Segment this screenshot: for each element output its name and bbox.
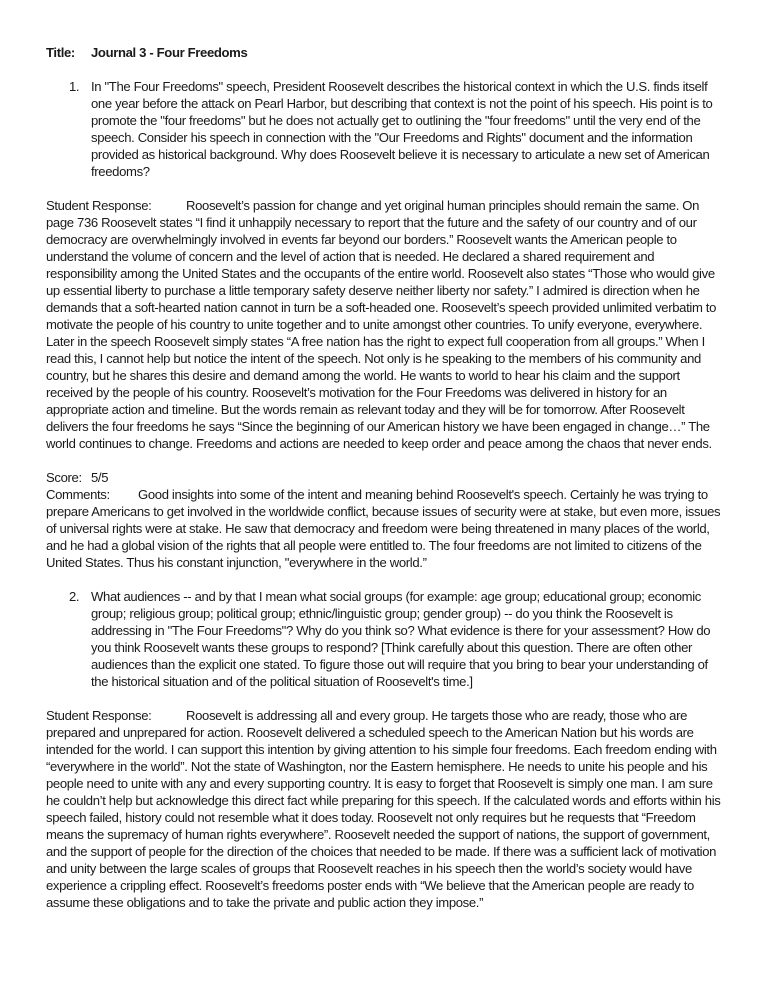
score-label: Score: bbox=[46, 470, 82, 485]
comments-text: Good insights into some of the intent and meaning behind Roosevelt's speech. Certainly he was trying to prepare Americans to get involved in the worldwide conflict, because issues of security were at stake, but even more, issues of universal rights were at stake. He saw that democracy and freedom were being threatened in many places of the world, and he had a global vision of the rights that all people were entitled to. The four freedoms are not limited to citizens of the United States. Thus his constant injunction, "everywhere in the world.” bbox=[46, 487, 721, 570]
comments-label: Comments: bbox=[46, 487, 110, 502]
response-label: Student Response: bbox=[46, 198, 152, 213]
question-text: What audiences -- and by that I mean what social groups (for example: age group; educational group; economic group; religious group; political group; ethnic/linguistic group; gender group) -- do you think the Roosevelt is addressing in "The Four Freedoms"? Why do you think so? What evidence is there for your assessment? How do you think Roosevelt wants these groups to respond? [Think carefully about this question. There are often other audiences than the explicit one stated. To figure those out will require that you bring to bear your understanding of the historical situation and of the political situation of Roosevelt's time.] bbox=[91, 589, 711, 689]
response-text: Roosevelt’s passion for change and yet original human principles should remain the same. On page 736 Roosevelt states “I find it unhappily necessary to report that the future and the safety of our country and of our democracy are overwhelmingly involved in events far beyond our borders.” Roosevelt wants the American people to understand the volume of concern and the level of action that is needed. He declared a shared requirement and responsibility among the United States and the occupants of the entire world. Roosevelt also states “Those who would give up essential liberty to purchase a little temporary safety deserve neither liberty nor safety.” I admired is direction when he demands that a soft-hearted nation cannot in turn be a soft-headed one. Roosevelt’s speech provided unlimited verbatim to motivate the people of his country to unite together and to unite amongst other countries. To unify everyone, everywhere. Later in the speech Roosevelt simply states “A free nation has the right to expect full cooperation from all groups.” When I read this, I cannot help but notice the intent of the speech. Not only is he speaking to the members of his community and country, but he shares this desire and demand among the world. He wants to world to hear his claim and the support received by the people of his country. Roosevelt’s motivation for the Four Freedoms was delivered in history for an appropriate action and timeline. But the words remain as relevant today and they will be for tomorrow. After Roosevelt delivers the four freedoms he says “Since the beginning of our American history we have been engaged in change…” The world continues to change. Freedoms and actions are needed to keep order and peace among the chaos that never ends. bbox=[46, 198, 717, 451]
score-line-1 bbox=[46, 469, 728, 486]
question-2 bbox=[46, 588, 728, 690]
response-label: Student Response: bbox=[46, 708, 152, 723]
response-text: Roosevelt is addressing all and every group. He targets those who are ready, those who are prepared and unprepared for action. Roosevelt delivered a scheduled speech to the American Nation but his words are intended for the world. I can support this intention by giving attention to his simple four freedoms. Each freedom ending with “everywhere in the world”. Not the state of Washington, nor the Eastern hemisphere. He needs to unite his people and his people need to unite with any and every supporting country. It is easy to forget that Roosevelt is simply one man. I am sure he couldn’t help but acknowledge this direct fact while preparing for this speech. If the calculated words and efforts within his speech failed, history could not resemble what it does today. Roosevelt not only requires but he requests that “Freedom means the supremacy of human rights everywhere”. Roosevelt needed the support of nations, the support of government, and the support of people for the direction of the choices that needed to be made. If there was a sufficient lack of motivation and unity between the large scales of groups that Roosevelt reaches in his speech then the world’s society would have experience a crippling effect. Roosevelt’s freedoms poster ends with “We believe that the American people are ready to assume these obligations and to take the private and public action they impose.” bbox=[46, 708, 721, 910]
title-label: Title: bbox=[46, 45, 75, 60]
score-value: 5/5 bbox=[91, 470, 109, 485]
question-1 bbox=[46, 78, 728, 180]
question-number: 2. bbox=[69, 589, 80, 604]
document-title-line bbox=[46, 44, 728, 61]
question-text: In "The Four Freedoms" speech, President Roosevelt describes the historical context in which the U.S. finds itself one year before the attack on Pearl Harbor, but describing that context is not the point of his speech. His point is to promote the "four freedoms" but he does not actually get to outlining the "four freedoms" until the very end of the speech. Consider his speech in connection with the "Our Freedoms and Rights" document and the information provided as historical background. Why does Roosevelt believe it is necessary to articulate a new set of American freedoms? bbox=[91, 79, 713, 179]
student-response-2 bbox=[46, 707, 728, 911]
document-title: Journal 3 - Four Freedoms bbox=[91, 45, 248, 60]
question-number: 1. bbox=[69, 79, 80, 94]
comments-1 bbox=[46, 486, 728, 571]
student-response-1 bbox=[46, 197, 728, 452]
